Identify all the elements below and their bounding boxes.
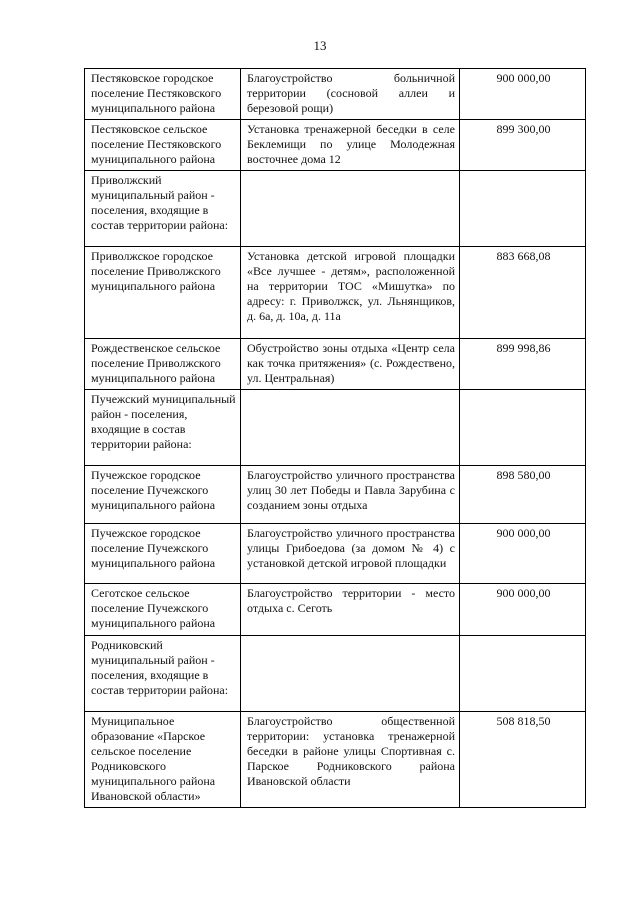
table-row (85, 524, 586, 584)
project-cell (241, 171, 460, 247)
table-row (85, 712, 586, 808)
project-cell: Установка детской игровой площадки «Все лучшее - детям», расположенной на территории ТОС «Мишутка» по адресу: г. Приволжск, ул. Льнянщиков, д. 6а, д. 10а, д. 11а (241, 247, 460, 339)
table-row (85, 247, 586, 339)
settlement-cell: Сеготское сельское поселение Пучежского муниципального района (85, 584, 241, 636)
district-header-cell: Родниковский муниципальный район - поселения, входящие в состав территории района: (85, 636, 241, 712)
project-cell (241, 636, 460, 712)
page-number: 13 (313, 38, 327, 53)
project-cell: Благоустройство больничной территории (сосновой аллеи и березовой рощи) (241, 69, 460, 120)
amount-cell (460, 171, 586, 247)
projects-table (84, 68, 586, 808)
amount-cell (460, 636, 586, 712)
project-cell: Благоустройство уличного пространства улиц 30 лет Победы и Павла Зарубина с созданием зоны отдыха (241, 466, 460, 524)
project-cell: Благоустройство общественной территории: установка тренажерной беседки в районе улицы Спортивная с. Парское Родниковского района Ивановской области (241, 712, 460, 808)
district-header-cell: Пучежский муниципальный район - поселения, входящие в состав территории района: (85, 390, 241, 466)
settlement-cell: Пестяковское сельское поселение Пестяковского муниципального района (85, 120, 241, 171)
amount-cell (460, 390, 586, 466)
table-row (85, 339, 586, 390)
amount-cell: 899 300,00 (460, 120, 586, 171)
amount-cell: 898 580,00 (460, 466, 586, 524)
table-row (85, 171, 586, 247)
table-row (85, 584, 586, 636)
table-row (85, 636, 586, 712)
settlement-cell: Муниципальное образование «Парское сельское поселение Родниковского муниципального района Ивановской области» (85, 712, 241, 808)
project-cell (241, 390, 460, 466)
project-cell: Благоустройство территории - место отдыха с. Сеготь (241, 584, 460, 636)
amount-cell: 900 000,00 (460, 584, 586, 636)
settlement-cell: Пучежское городское поселение Пучежского муниципального района (85, 466, 241, 524)
settlement-cell: Рождественское сельское поселение Приволжского муниципального района (85, 339, 241, 390)
settlement-cell: Пестяковское городское поселение Пестяковского муниципального района (85, 69, 241, 120)
table-row (85, 69, 586, 120)
project-cell: Обустройство зоны отдыха «Центр села как точка притяжения» (с. Рождествено, ул. Центральная) (241, 339, 460, 390)
district-header-cell: Приволжский муниципальный район - поселения, входящие в состав территории района: (85, 171, 241, 247)
settlement-cell: Приволжское городское поселение Приволжского муниципального района (85, 247, 241, 339)
amount-cell: 883 668,08 (460, 247, 586, 339)
project-cell: Благоустройство уличного пространства улицы Грибоедова (за домом № 4) с установкой детской игровой площадки (241, 524, 460, 584)
amount-cell: 900 000,00 (460, 69, 586, 120)
project-cell: Установка тренажерной беседки в селе Беклемищи по улице Молодежная восточнее дома 12 (241, 120, 460, 171)
table-row (85, 390, 586, 466)
amount-cell: 900 000,00 (460, 524, 586, 584)
settlement-cell: Пучежское городское поселение Пучежского муниципального района (85, 524, 241, 584)
table-row (85, 466, 586, 524)
amount-cell: 508 818,50 (460, 712, 586, 808)
amount-cell: 899 998,86 (460, 339, 586, 390)
table-row (85, 120, 586, 171)
